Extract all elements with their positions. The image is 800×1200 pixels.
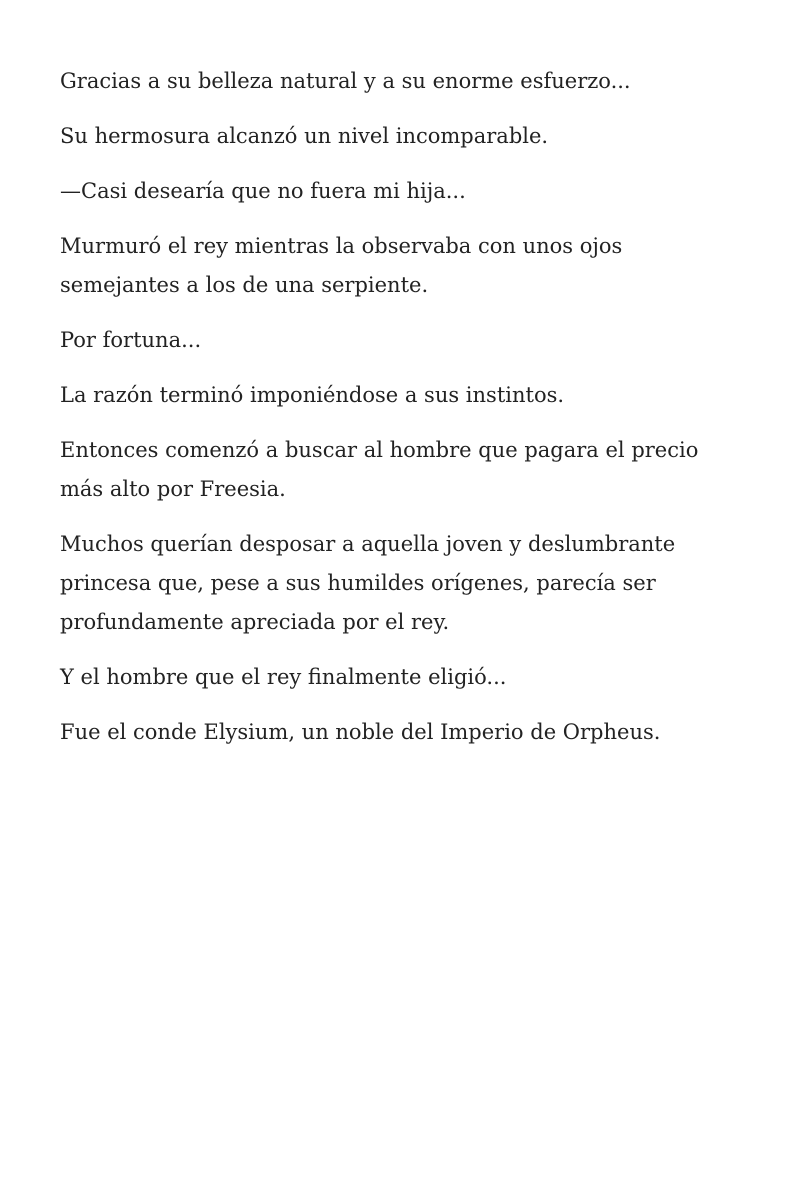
paragraph-5: Por fortuna... [60,328,202,352]
paragraph-8: Muchos querían desposar a aquella joven y deslumbrante princesa que, pese a sus humildes orígenes, parecía ser profundamente apreciada por el rey. [60,532,676,634]
paragraph-2: Su hermosura alcanzó un nivel incomparable. [60,124,549,148]
reading-page [60,62,740,768]
paragraph-4: Murmuró el rey mientras la observaba con unos ojos semejantes a los de una serpiente. [60,234,623,297]
paragraph-1: Gracias a su belleza natural y a su enorme esfuerzo... [60,69,631,93]
paragraph-9: Y el hombre que el rey finalmente eligió... [60,665,507,689]
paragraph-10: Fue el conde Elysium, un noble del Imperio de Orpheus. [60,720,661,744]
paragraph-3: —Casi desearía que no fuera mi hija... [60,179,466,203]
paragraph-6: La razón terminó imponiéndose a sus instintos. [60,383,565,407]
paragraph-7: Entonces comenzó a buscar al hombre que pagara el precio más alto por Freesia. [60,438,699,501]
